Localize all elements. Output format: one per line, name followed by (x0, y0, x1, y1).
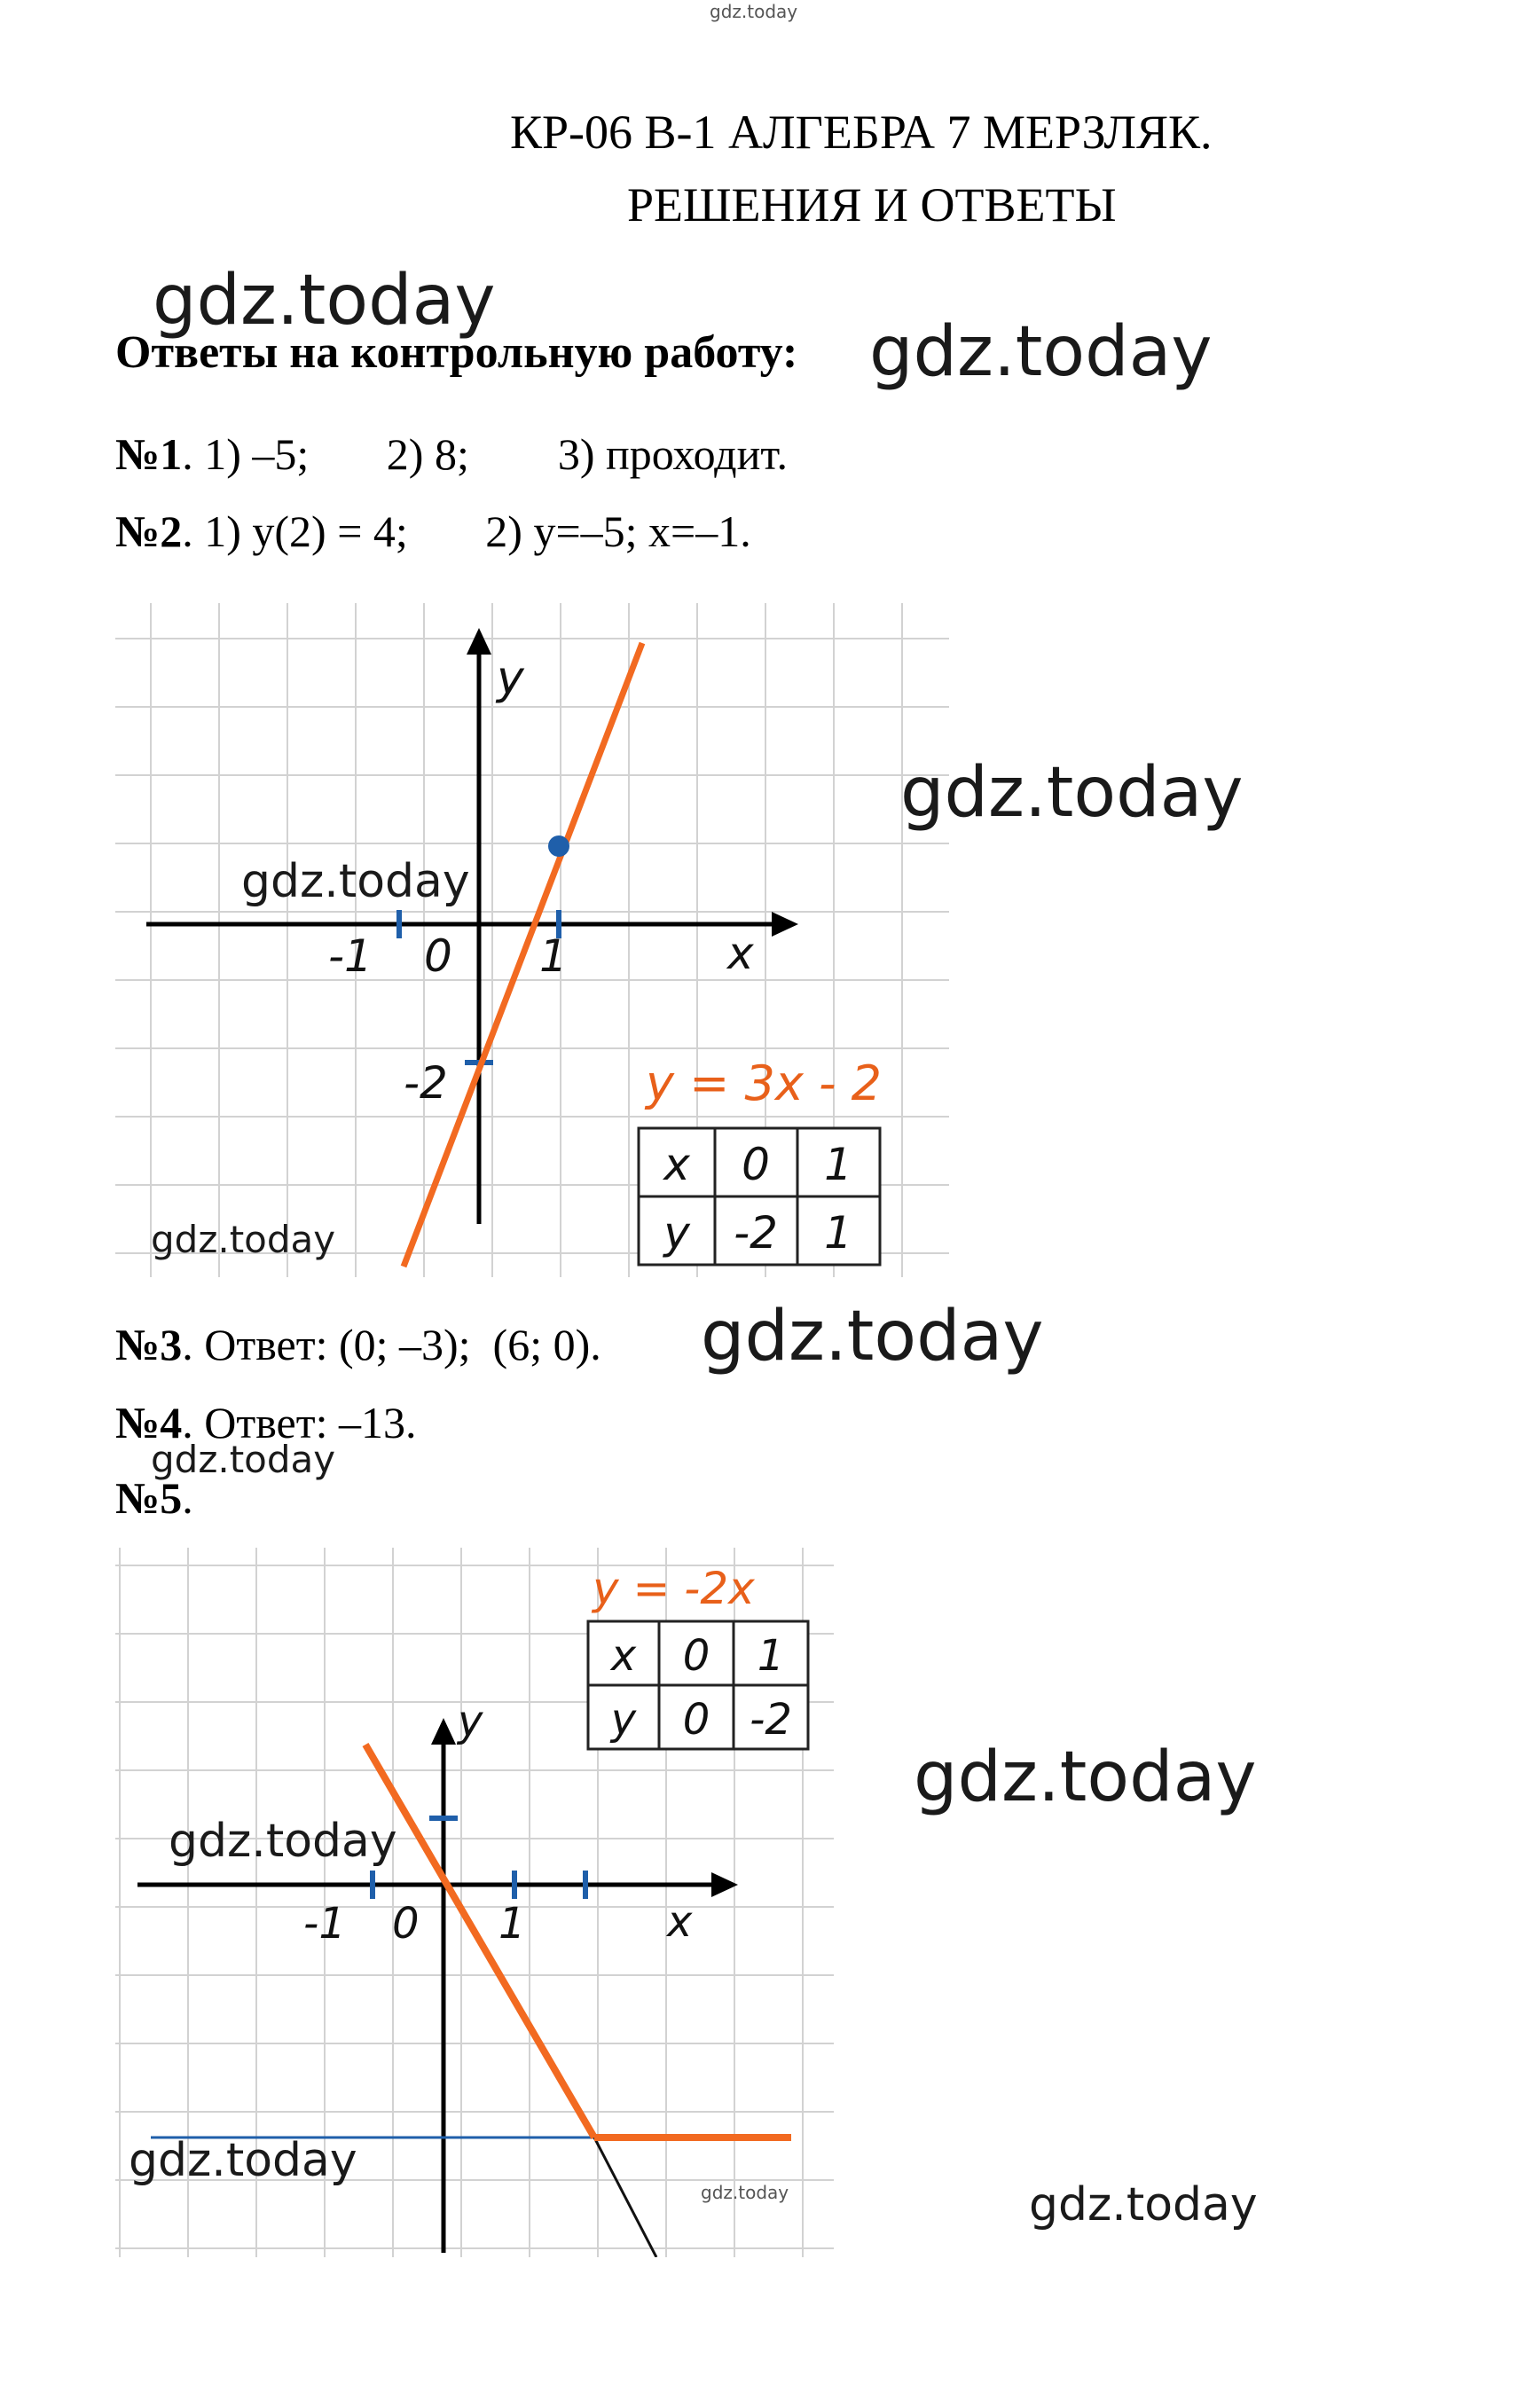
axis-label-y: y (497, 652, 524, 705)
tick-label-minus-one: -1 (328, 930, 373, 982)
tick-label-minus-two: -2 (404, 1057, 448, 1109)
table-y-1: 1 (824, 1207, 852, 1259)
watermark: gdz.today (701, 1297, 1044, 1377)
watermark: gdz.today (153, 261, 496, 341)
table-header-y: y (610, 1695, 637, 1745)
answer-number: №5 (115, 1473, 183, 1523)
watermark: gdz.today (869, 312, 1213, 392)
tick-label-one: 1 (498, 1899, 526, 1949)
tick-label-zero: 0 (424, 930, 452, 982)
watermark: gdz.today (151, 1438, 336, 1481)
answer-text: . 1) y(2) = 4; 2) y=–5; x=–1. (182, 506, 751, 556)
answer-text: . Ответ: (0; –3); (6; 0). (182, 1320, 601, 1369)
section-title: Ответы на контрольную работу: (115, 327, 798, 378)
equation-label: y = -2x (593, 1563, 755, 1614)
answer-text: . 1) –5; 2) 8; 3) проходит. (182, 429, 788, 479)
table-x-1: 1 (757, 1631, 785, 1681)
table-y-1: -2 (750, 1695, 792, 1745)
point-1-1 (548, 835, 569, 857)
table-x-1: 1 (824, 1139, 852, 1190)
table-y-0: 0 (682, 1695, 710, 1745)
axis-label-y: y (458, 1697, 483, 1746)
table-header-x: x (610, 1631, 637, 1681)
answer-number: №4 (115, 1398, 183, 1447)
axis-label-x: x (667, 1897, 693, 1947)
line-continuation (594, 2137, 656, 2257)
y-axis-arrow (467, 628, 491, 655)
watermark: gdz.today (701, 2182, 789, 2203)
watermark: gdz.today (151, 1218, 336, 1261)
header-title-line1: КР-06 В-1 АЛГЕБРА 7 МЕРЗЛЯК. (510, 106, 1213, 159)
table-y-0: -2 (734, 1207, 778, 1259)
answer-text: . (182, 1473, 193, 1523)
watermark: gdz.today (1029, 2178, 1258, 2232)
table-header-y: y (663, 1207, 690, 1259)
watermark: gdz.today (169, 1815, 397, 1868)
equation-label: y = 3x - 2 (646, 1055, 883, 1111)
watermark: gdz.today (710, 1, 798, 22)
answer-number: №2 (115, 506, 183, 556)
answer-2 (115, 506, 751, 557)
answer-number: №3 (115, 1320, 183, 1369)
watermark: gdz.today (241, 855, 470, 908)
table-x-0: 0 (742, 1139, 770, 1190)
tick-label-minus-one: -1 (303, 1899, 346, 1949)
table-header-x: x (663, 1139, 690, 1190)
tick-label-one: 1 (539, 930, 568, 982)
watermark: gdz.today (129, 2134, 357, 2187)
table-x-0: 0 (682, 1631, 710, 1681)
answer-3 (115, 1319, 601, 1370)
y-axis-arrow (431, 1718, 456, 1745)
x-axis-arrow (772, 912, 798, 937)
answer-number: №1 (115, 429, 183, 479)
header-title-line2: РЕШЕНИЯ И ОТВЕТЫ (627, 178, 1117, 231)
answer-text: . Ответ: –13. (182, 1398, 417, 1447)
watermark: gdz.today (900, 753, 1244, 833)
tick-label-zero: 0 (392, 1899, 420, 1949)
answer-5 (115, 1472, 193, 1524)
axis-label-x: x (727, 928, 754, 979)
watermark: gdz.today (914, 1737, 1257, 1817)
answer-1 (115, 428, 788, 480)
graph-y-3x-minus-2 (115, 603, 949, 1277)
